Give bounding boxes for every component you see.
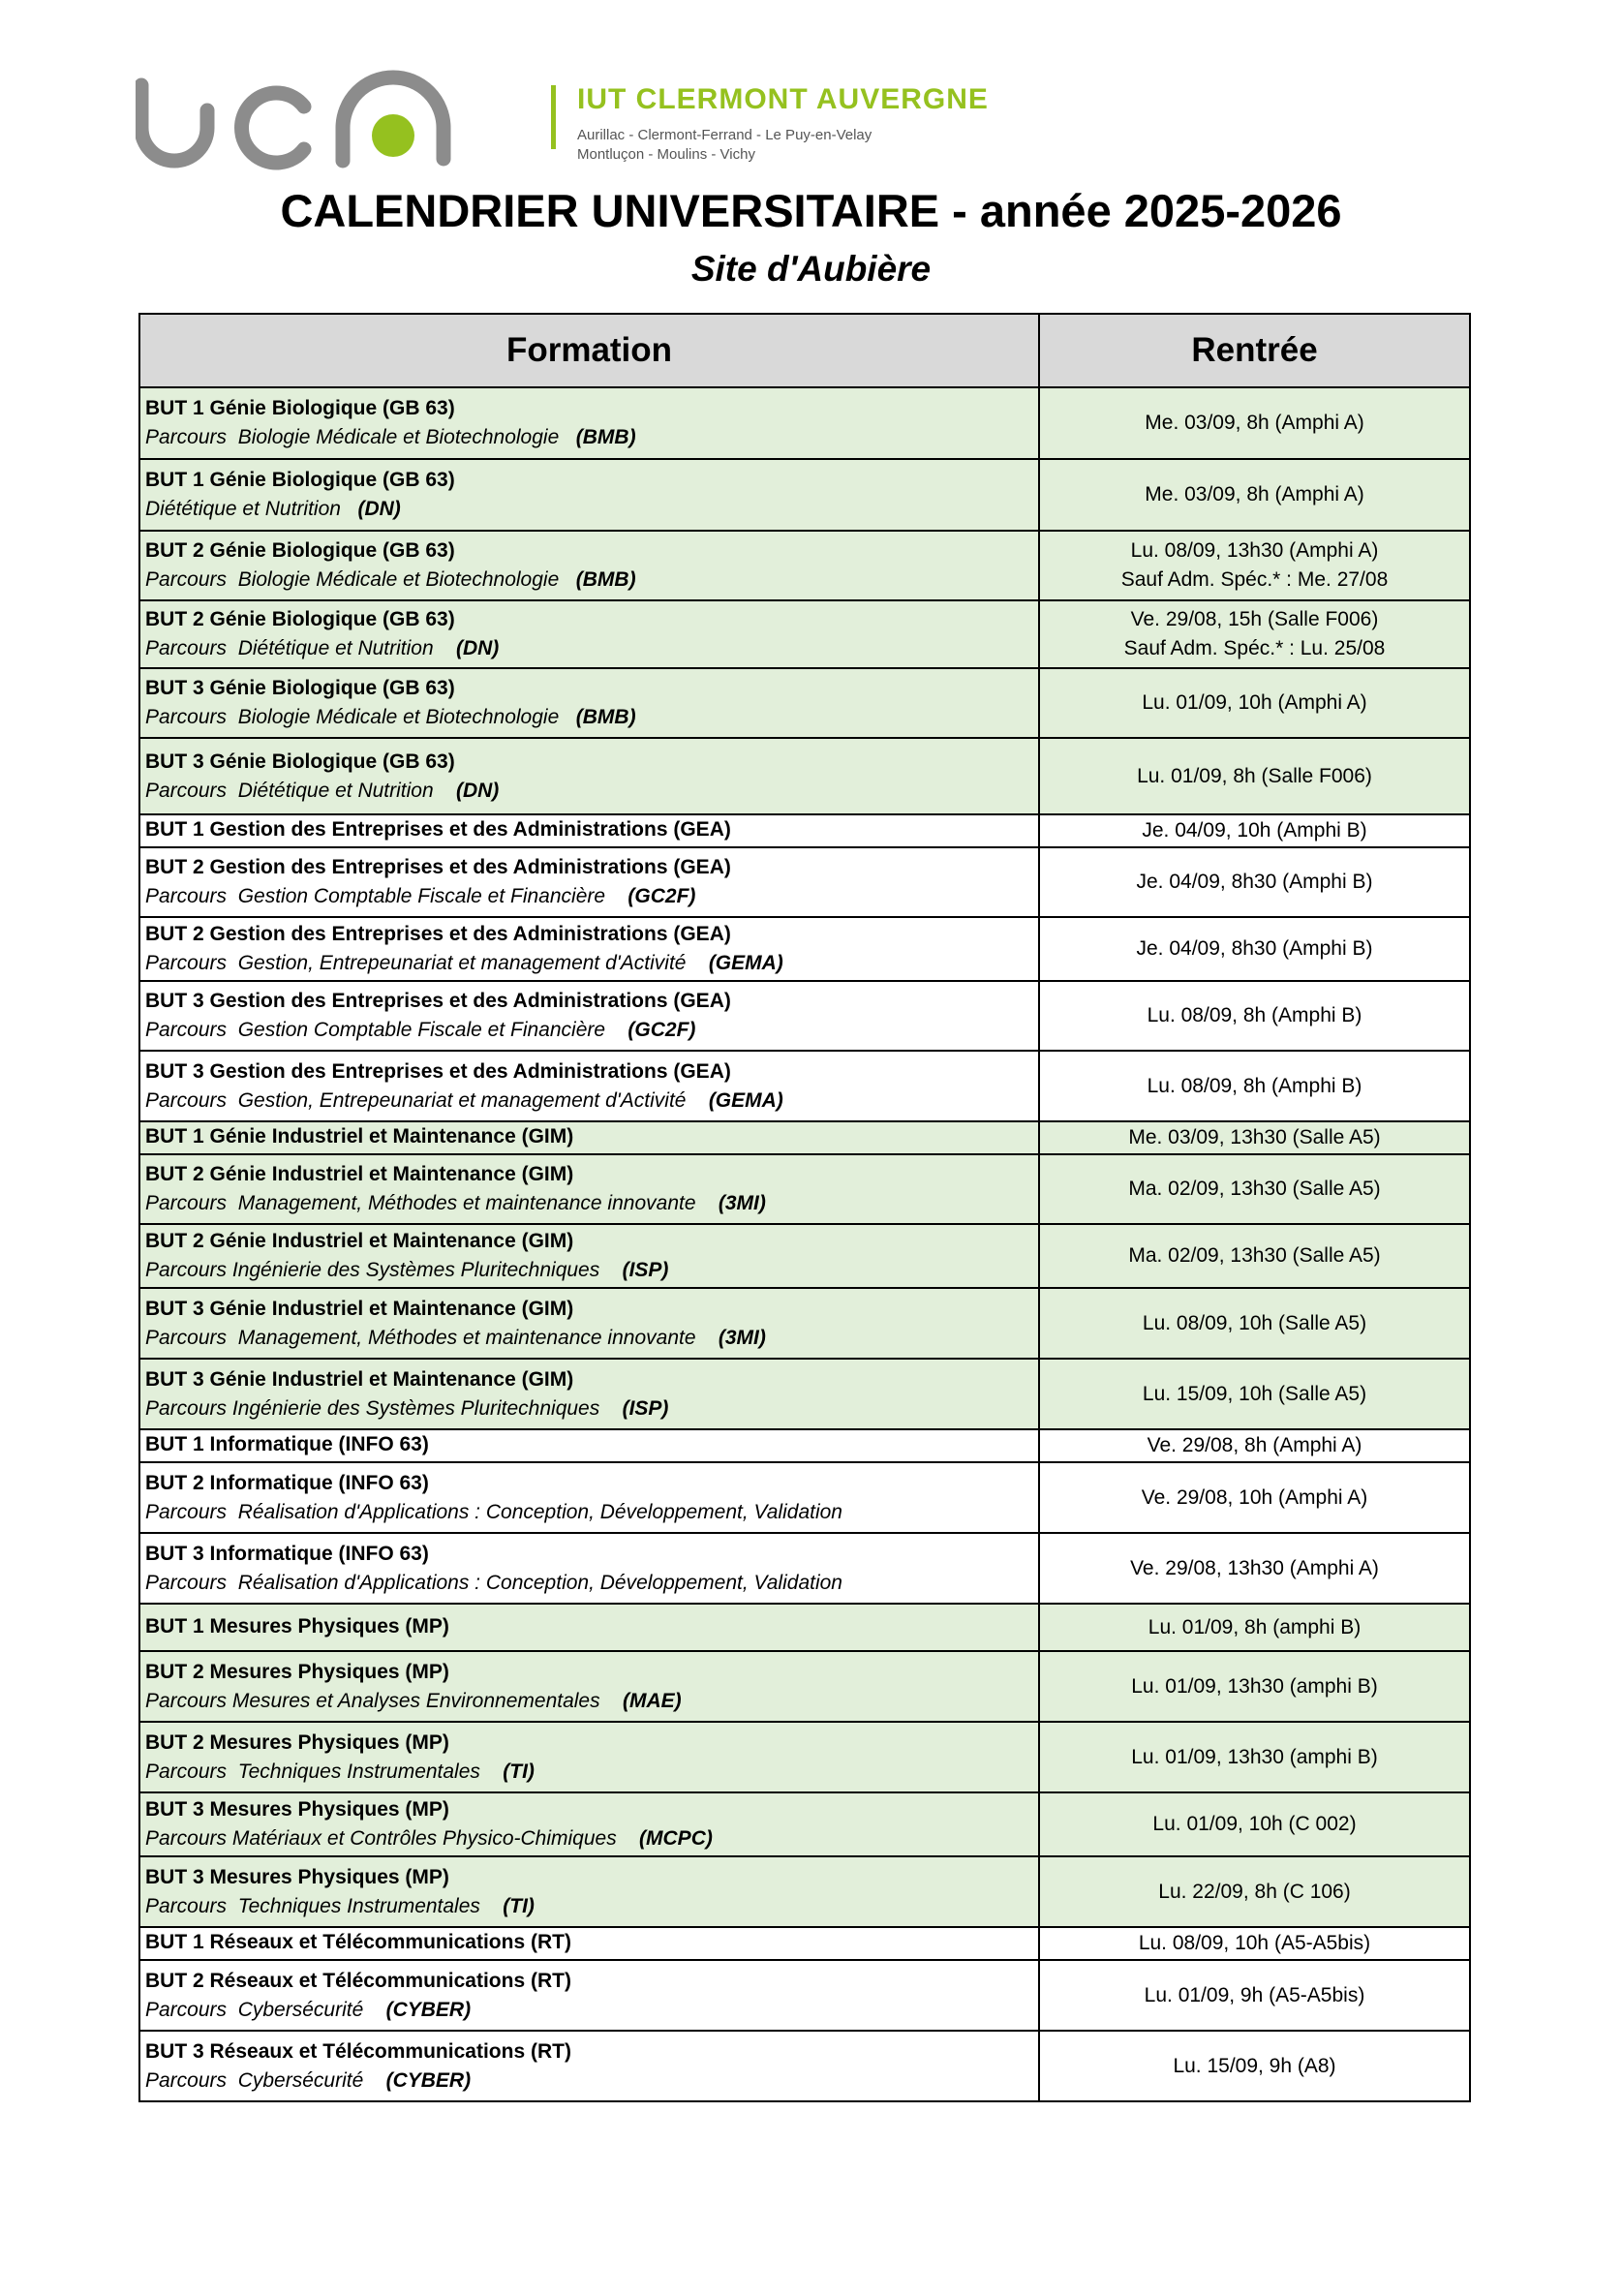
rentree-date: Me. 03/09, 13h30 (Salle A5) bbox=[1128, 1126, 1381, 1148]
parcours-name: Parcours Mesures et Analyses Environnementales bbox=[145, 1689, 623, 1712]
rentree-date: Lu. 01/09, 10h (C 002) bbox=[1152, 1813, 1357, 1835]
rentree-exception: Sauf Adm. Spéc.* : Me. 27/08 bbox=[1120, 568, 1389, 591]
formation-cell bbox=[139, 1224, 1039, 1288]
program-name: BUT 1 Informatique (INFO 63) bbox=[145, 1433, 429, 1455]
program-name: BUT 2 Gestion des Entreprises et des Administrations (GEA) bbox=[145, 923, 731, 945]
rentree-cell bbox=[1039, 981, 1470, 1051]
program-name: BUT 2 Mesures Physiques (MP) bbox=[145, 1660, 449, 1683]
rentree-date: Lu. 01/09, 10h (Amphi A) bbox=[1142, 691, 1367, 714]
org-sites bbox=[577, 126, 872, 165]
org-sites-line-2: Montluçon - Moulins - Vichy bbox=[577, 146, 755, 163]
rentree-cell bbox=[1039, 1121, 1470, 1154]
rentree-date: Me. 03/09, 8h (Amphi A) bbox=[1145, 412, 1364, 434]
table-row bbox=[139, 1462, 1470, 1533]
table-row bbox=[139, 847, 1470, 917]
rentree-cell bbox=[1039, 459, 1470, 531]
program-name: BUT 3 Génie Biologique (GB 63) bbox=[145, 750, 455, 773]
parcours-name: Parcours Ingénierie des Systèmes Pluritechniques bbox=[145, 1259, 623, 1281]
rentree-cell bbox=[1039, 1154, 1470, 1224]
table-row bbox=[139, 1792, 1470, 1856]
program-name: BUT 3 Gestion des Entreprises et des Administrations (GEA) bbox=[145, 990, 731, 1012]
rentree-cell bbox=[1039, 917, 1470, 981]
parcours-code: (MAE) bbox=[622, 1689, 682, 1712]
parcours-name: Diététique et Nutrition bbox=[145, 498, 358, 520]
table-row bbox=[139, 1960, 1470, 2031]
table-header-row bbox=[139, 314, 1470, 387]
rentree-date: Lu. 08/09, 13h30 (Amphi A) bbox=[1130, 539, 1379, 562]
rentree-cell bbox=[1039, 1604, 1470, 1651]
program-name: BUT 3 Mesures Physiques (MP) bbox=[145, 1865, 449, 1888]
program-name: BUT 1 Mesures Physiques (MP) bbox=[145, 1614, 449, 1638]
formation-cell bbox=[139, 459, 1039, 531]
parcours-code: (GEMA) bbox=[708, 952, 783, 974]
page-title: CALENDRIER UNIVERSITAIRE - année 2025-2026 bbox=[280, 185, 1342, 236]
parcours-code: (3MI) bbox=[718, 1192, 766, 1214]
parcours-code: (DN) bbox=[455, 637, 500, 659]
formation-cell bbox=[139, 1462, 1039, 1533]
table-row bbox=[139, 1121, 1470, 1154]
parcours-line bbox=[145, 566, 1033, 595]
parcours-line bbox=[145, 2066, 1033, 2096]
parcours-line bbox=[145, 423, 1033, 452]
program-name: BUT 3 Génie Biologique (GB 63) bbox=[145, 677, 455, 699]
rentree-cell bbox=[1039, 1792, 1470, 1856]
rentree-date: Lu. 08/09, 10h (Salle A5) bbox=[1142, 1311, 1367, 1334]
parcours-code: (GEMA) bbox=[708, 1088, 783, 1112]
parcours-code: (CYBER) bbox=[385, 2068, 472, 2092]
parcours-line bbox=[145, 1996, 1033, 2025]
program-name: BUT 2 Génie Industriel et Maintenance (GIM) bbox=[145, 1163, 574, 1185]
rentree-cell bbox=[1039, 387, 1470, 459]
formation-cell bbox=[139, 981, 1039, 1051]
table-row bbox=[139, 981, 1470, 1051]
parcours-name: Parcours Gestion Comptable Fiscale et Financière bbox=[145, 1019, 628, 1041]
parcours-code: (3MI) bbox=[718, 1326, 766, 1349]
table-row bbox=[139, 531, 1470, 600]
rentree-cell bbox=[1039, 1429, 1470, 1462]
rentree-date: Lu. 01/09, 8h (amphi B) bbox=[1148, 1615, 1362, 1638]
parcours-name: Parcours Gestion, Entrepeunariat et management d'Activité bbox=[145, 1088, 709, 1112]
parcours-line bbox=[145, 634, 1033, 663]
table-row bbox=[139, 1051, 1470, 1121]
parcours-line bbox=[145, 1324, 1033, 1353]
formation-cell bbox=[139, 814, 1039, 847]
formation-cell bbox=[139, 1359, 1039, 1429]
program-name: BUT 3 Réseaux et Télécommunications (RT) bbox=[145, 2039, 571, 2063]
rentree-cell bbox=[1039, 1722, 1470, 1792]
table-row bbox=[139, 1288, 1470, 1359]
rentree-cell bbox=[1039, 2031, 1470, 2101]
uca-logo-icon bbox=[136, 68, 542, 174]
table-row bbox=[139, 1154, 1470, 1224]
rentree-date: Lu. 22/09, 8h (C 106) bbox=[1158, 1880, 1351, 1903]
parcours-code: (BMB) bbox=[575, 706, 636, 728]
formation-cell bbox=[139, 1722, 1039, 1792]
rentree-date: Lu. 15/09, 10h (Salle A5) bbox=[1142, 1382, 1367, 1405]
parcours-name: Parcours Réalisation d'Applications : Conception, Développement, Validation bbox=[145, 1500, 842, 1523]
formation-cell bbox=[139, 917, 1039, 981]
parcours-name: Parcours Biologie Médicale et Biotechnologie bbox=[145, 706, 576, 728]
parcours-code: (DN) bbox=[357, 498, 401, 520]
table-row bbox=[139, 1604, 1470, 1651]
table-row bbox=[139, 600, 1470, 668]
program-name: BUT 3 Mesures Physiques (MP) bbox=[145, 1798, 449, 1821]
program-name: BUT 2 Génie Biologique (GB 63) bbox=[145, 608, 455, 630]
table-row bbox=[139, 1651, 1470, 1722]
rentree-date: Lu. 15/09, 9h (A8) bbox=[1173, 2054, 1336, 2077]
rentree-date: Je. 04/09, 10h (Amphi B) bbox=[1142, 819, 1367, 842]
parcours-name: Parcours Management, Méthodes et maintenance innovante bbox=[145, 1326, 719, 1349]
formation-cell bbox=[139, 1792, 1039, 1856]
iut-logo bbox=[136, 68, 989, 174]
formation-cell bbox=[139, 1429, 1039, 1462]
rentree-date: Ma. 02/09, 13h30 (Salle A5) bbox=[1128, 1244, 1381, 1267]
formation-cell bbox=[139, 1154, 1039, 1224]
rentree-date: Lu. 08/09, 8h (Amphi B) bbox=[1147, 1004, 1362, 1026]
parcours-code: (TI) bbox=[503, 1760, 535, 1783]
program-name: BUT 1 Génie Biologique (GB 63) bbox=[145, 397, 455, 419]
org-sites-line-1: Aurillac - Clermont-Ferrand - Le Puy-en-Velay bbox=[577, 127, 872, 143]
rentree-cell bbox=[1039, 1288, 1470, 1359]
rentree-cell bbox=[1039, 1927, 1470, 1960]
formation-cell bbox=[139, 668, 1039, 738]
rentree-date: Ve. 29/08, 13h30 (Amphi A) bbox=[1130, 1556, 1379, 1579]
parcours-code: (TI) bbox=[503, 1894, 535, 1917]
table-row bbox=[139, 2031, 1470, 2101]
program-name: BUT 3 Gestion des Entreprises et des Administrations (GEA) bbox=[145, 1059, 731, 1083]
parcours-line bbox=[145, 1569, 1033, 1598]
program-name: BUT 3 Génie Industriel et Maintenance (GIM) bbox=[145, 1297, 574, 1320]
page-subtitle: Site d'Aubière bbox=[690, 249, 932, 289]
table-row bbox=[139, 917, 1470, 981]
parcours-code: (ISP) bbox=[622, 1396, 669, 1420]
table-row bbox=[139, 1927, 1470, 1960]
rentree-cell bbox=[1039, 531, 1470, 600]
program-name: BUT 2 Génie Industriel et Maintenance (GIM) bbox=[145, 1230, 574, 1252]
formation-cell bbox=[139, 2031, 1039, 2101]
column-header-rentree: Rentrée bbox=[1039, 314, 1470, 387]
table-row bbox=[139, 1429, 1470, 1462]
rentree-date: Je. 04/09, 8h30 (Amphi B) bbox=[1136, 937, 1373, 960]
program-name: BUT 1 Génie Biologique (GB 63) bbox=[145, 469, 455, 491]
formation-cell bbox=[139, 531, 1039, 600]
rentree-cell bbox=[1039, 1856, 1470, 1927]
rentree-date: Lu. 08/09, 8h (Amphi B) bbox=[1147, 1074, 1362, 1097]
rentree-date: Me. 03/09, 8h (Amphi A) bbox=[1145, 483, 1364, 505]
parcours-code: (DN) bbox=[455, 779, 500, 802]
rentree-cell bbox=[1039, 847, 1470, 917]
parcours-name: Parcours Diététique et Nutrition bbox=[145, 779, 456, 802]
parcours-name: Parcours Techniques Instrumentales bbox=[145, 1760, 504, 1783]
program-name: BUT 1 Génie Industriel et Maintenance (GIM) bbox=[145, 1125, 574, 1148]
rentree-cell bbox=[1039, 1960, 1470, 2031]
table-row bbox=[139, 668, 1470, 738]
rentree-cell bbox=[1039, 1651, 1470, 1722]
parcours-line bbox=[145, 1394, 1033, 1424]
parcours-code: (GC2F) bbox=[627, 1019, 696, 1041]
parcours-line bbox=[145, 1687, 1033, 1716]
rentree-cell bbox=[1039, 1051, 1470, 1121]
formation-cell bbox=[139, 1533, 1039, 1604]
parcours-line bbox=[145, 882, 1033, 911]
program-name: BUT 3 Génie Industriel et Maintenance (GIM) bbox=[145, 1367, 574, 1391]
program-name: BUT 2 Mesures Physiques (MP) bbox=[145, 1730, 449, 1754]
rentree-date: Ve. 29/08, 15h (Salle F006) bbox=[1130, 608, 1379, 630]
parcours-name: Parcours Biologie Médicale et Biotechnologie bbox=[145, 426, 576, 448]
table-row bbox=[139, 1359, 1470, 1429]
parcours-name: Parcours Management, Méthodes et maintenance innovante bbox=[145, 1192, 719, 1214]
formation-cell bbox=[139, 1288, 1039, 1359]
parcours-line bbox=[145, 703, 1033, 732]
table-row bbox=[139, 1856, 1470, 1927]
rentree-date: Lu. 01/09, 9h (A5-A5bis) bbox=[1144, 1983, 1365, 2006]
parcours-code: (MCPC) bbox=[639, 1827, 713, 1850]
formation-cell bbox=[139, 1856, 1039, 1927]
formation-cell bbox=[139, 1651, 1039, 1722]
column-header-formation: Formation bbox=[139, 314, 1039, 387]
rentree-date: Ma. 02/09, 13h30 (Salle A5) bbox=[1128, 1178, 1381, 1200]
parcours-name: Parcours Diététique et Nutrition bbox=[145, 637, 456, 659]
org-name: IUT CLERMONT AUVERGNE bbox=[577, 83, 989, 115]
parcours-code: (ISP) bbox=[622, 1259, 669, 1281]
rentree-date: Ve. 29/08, 8h (Amphi A) bbox=[1147, 1434, 1362, 1456]
rentree-cell bbox=[1039, 1224, 1470, 1288]
formation-cell bbox=[139, 1927, 1039, 1960]
parcours-name: Parcours Ingénierie des Systèmes Pluritechniques bbox=[145, 1396, 623, 1420]
rentree-date: Lu. 01/09, 8h (Salle F006) bbox=[1137, 764, 1372, 787]
parcours-line bbox=[145, 949, 1033, 978]
program-name: BUT 2 Informatique (INFO 63) bbox=[145, 1471, 429, 1494]
program-name: BUT 3 Informatique (INFO 63) bbox=[145, 1542, 429, 1565]
program-name: BUT 1 Gestion des Entreprises et des Administrations (GEA) bbox=[145, 818, 731, 841]
program-name: BUT 2 Gestion des Entreprises et des Administrations (GEA) bbox=[145, 856, 731, 878]
parcours-line bbox=[145, 1087, 1033, 1116]
parcours-name: Parcours Biologie Médicale et Biotechnologie bbox=[145, 568, 576, 591]
table-row bbox=[139, 814, 1470, 847]
parcours-name: Parcours Matériaux et Contrôles Physico-Chimiques bbox=[145, 1827, 640, 1850]
table-row bbox=[139, 1722, 1470, 1792]
rentree-cell bbox=[1039, 1359, 1470, 1429]
parcours-line bbox=[145, 495, 1033, 524]
rentree-date: Lu. 08/09, 10h (A5-A5bis) bbox=[1138, 1932, 1371, 1954]
parcours-line bbox=[145, 1758, 1033, 1787]
parcours-code: (GC2F) bbox=[627, 885, 696, 907]
parcours-name: Parcours Cybersécurité bbox=[145, 2068, 386, 2092]
parcours-name: Parcours Gestion, Entrepeunariat et management d'Activité bbox=[145, 952, 709, 974]
calendar-table bbox=[138, 313, 1471, 2102]
parcours-line bbox=[145, 1498, 1033, 1527]
parcours-name: Parcours Techniques Instrumentales bbox=[145, 1894, 504, 1917]
rentree-cell bbox=[1039, 668, 1470, 738]
parcours-name: Parcours Cybersécurité bbox=[145, 1998, 386, 2021]
rentree-cell bbox=[1039, 738, 1470, 814]
parcours-code: (CYBER) bbox=[385, 1998, 472, 2021]
formation-cell bbox=[139, 1051, 1039, 1121]
formation-cell bbox=[139, 738, 1039, 814]
table-body bbox=[139, 387, 1470, 2101]
formation-cell bbox=[139, 1604, 1039, 1651]
rentree-cell bbox=[1039, 1462, 1470, 1533]
rentree-date: Lu. 01/09, 13h30 (amphi B) bbox=[1131, 1674, 1378, 1698]
rentree-exception: Sauf Adm. Spéc.* : Lu. 25/08 bbox=[1123, 637, 1386, 659]
rentree-cell bbox=[1039, 600, 1470, 668]
parcours-line bbox=[145, 1189, 1033, 1218]
parcours-name: Parcours Gestion Comptable Fiscale et Financière bbox=[145, 885, 628, 907]
parcours-line bbox=[145, 1892, 1033, 1921]
rentree-cell bbox=[1039, 814, 1470, 847]
program-name: BUT 1 Réseaux et Télécommunications (RT) bbox=[145, 1931, 571, 1953]
table-row bbox=[139, 459, 1470, 531]
parcours-code: (BMB) bbox=[575, 568, 636, 591]
program-name: BUT 2 Génie Biologique (GB 63) bbox=[145, 539, 455, 562]
table-row bbox=[139, 1224, 1470, 1288]
rentree-date: Je. 04/09, 8h30 (Amphi B) bbox=[1136, 871, 1373, 893]
parcours-line bbox=[145, 1256, 1033, 1285]
parcours-code: (BMB) bbox=[575, 426, 636, 448]
table-row bbox=[139, 387, 1470, 459]
parcours-name: Parcours Réalisation d'Applications : Conception, Développement, Validation bbox=[145, 1571, 842, 1594]
rentree-date: Lu. 01/09, 13h30 (amphi B) bbox=[1131, 1745, 1378, 1768]
parcours-line bbox=[145, 777, 1033, 806]
logo-separator bbox=[551, 85, 556, 149]
formation-cell bbox=[139, 847, 1039, 917]
program-name: BUT 2 Réseaux et Télécommunications (RT) bbox=[145, 1969, 571, 1992]
rentree-date: Ve. 29/08, 10h (Amphi A) bbox=[1141, 1485, 1368, 1509]
formation-cell bbox=[139, 1960, 1039, 2031]
parcours-line bbox=[145, 1824, 1033, 1853]
formation-cell bbox=[139, 387, 1039, 459]
table-row bbox=[139, 1533, 1470, 1604]
parcours-line bbox=[145, 1016, 1033, 1045]
formation-cell bbox=[139, 1121, 1039, 1154]
formation-cell bbox=[139, 600, 1039, 668]
table-row bbox=[139, 738, 1470, 814]
rentree-cell bbox=[1039, 1533, 1470, 1604]
